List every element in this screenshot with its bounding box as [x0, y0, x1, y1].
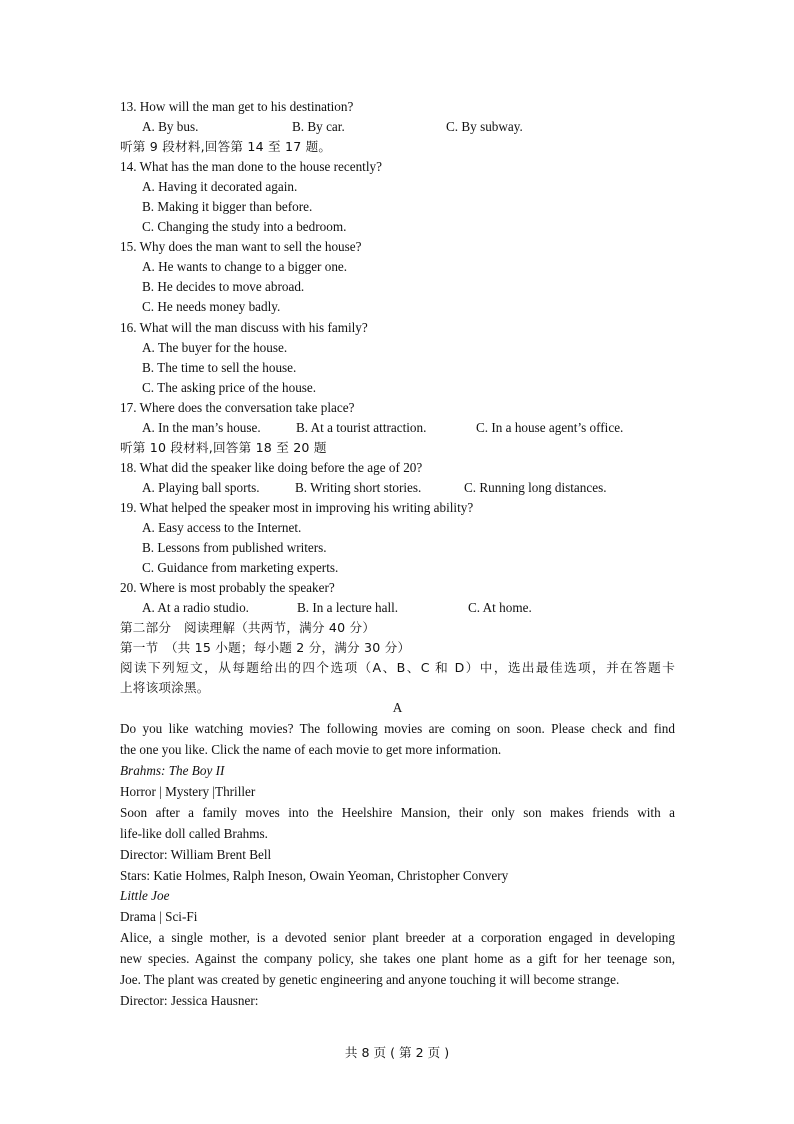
question-13-stem: 13. How will the man get to his destination?	[120, 99, 354, 114]
option-b: B. The time to sell the house.	[142, 359, 297, 375]
option-c: C. Running long distances.	[464, 479, 607, 495]
section-1-heading: 第一节 （共 15 小题；每小题 2 分，满分 30 分）	[120, 640, 411, 656]
movie-director: Director: Jessica Hausner:	[120, 992, 259, 1008]
option-a: A. Playing ball sports.	[142, 479, 260, 495]
movie-genres: Horror | Mystery |Thriller	[120, 783, 256, 799]
intro-line-2: the one you like. Click the name of each movie to get more information.	[120, 742, 502, 758]
option-c: C. In a house agent’s office.	[476, 419, 624, 435]
question-17-stem: 17. Where does the conversation take place?	[120, 399, 355, 415]
option-c: C. Guidance from marketing experts.	[142, 560, 339, 576]
option-c: C. The asking price of the house.	[142, 379, 317, 395]
instructions-line-2: 上将该项涂黑。	[120, 680, 210, 696]
option-a: A. In the man’s house.	[142, 419, 261, 435]
option-c: C. He needs money badly.	[142, 299, 281, 315]
intro-line-1: Do you like watching movies? The following movies are coming on soon. Please check and find	[120, 721, 675, 737]
page-footer: 共 8 页 ( 第 2 页 )	[344, 1045, 450, 1060]
option-a: A. Having it decorated again.	[142, 179, 298, 195]
question-13-options	[120, 117, 675, 137]
option-b: B. He decides to move abroad.	[142, 279, 305, 295]
question-20-stem: 20. Where is most probably the speaker?	[120, 580, 335, 596]
passage-letter: A	[392, 700, 403, 716]
movie-title-link[interactable]: Brahms: The Boy II	[120, 763, 225, 779]
movie-desc-line-1: Alice, a single mother, is a devoted senior plant breeder at a corporation engaged in developing	[120, 930, 675, 946]
movie-stars: Stars: Katie Holmes, Ralph Ineson, Owain Yeoman, Christopher Convery	[120, 867, 509, 883]
movie-desc-line-3: Joe. The plant was created by genetic engineering and anyone touching it will become strange.	[120, 971, 620, 987]
option-a: A. Easy access to the Internet.	[142, 519, 302, 535]
question-18-stem: 18. What did the speaker like doing before the age of 20?	[120, 459, 423, 475]
section-10-heading: 听第 10 段材料,回答第 18 至 20 题	[120, 439, 327, 455]
option-b: B. At a tourist attraction.	[296, 419, 427, 435]
option-c: C. At home.	[468, 600, 532, 616]
instructions-line-1: 阅读下列短文，从每题给出的四个选项（A、B、C 和 D）中，选出最佳选项，并在答题卡	[120, 660, 675, 676]
option-b: B. Lessons from published writers.	[142, 540, 327, 556]
page-content	[120, 97, 675, 1012]
option-c: C. Changing the study into a bedroom.	[142, 219, 347, 235]
section-9-heading: 听第 9 段材料,回答第 14 至 17 题。	[120, 139, 332, 155]
question-20-options	[120, 598, 675, 618]
option-b: B. In a lecture hall.	[297, 600, 399, 616]
question-16-stem: 16. What will the man discuss with his family?	[120, 319, 368, 335]
movie-desc-line-1: Soon after a family moves into the Heelshire Mansion, their only son makes friends with a	[120, 804, 675, 820]
part-2-title: 第二部分 阅读理解（共两节，满分 40 分）	[120, 620, 376, 636]
option-a: A. By bus.	[142, 119, 199, 135]
question-17-options	[120, 418, 675, 438]
movie-desc-line-2: life-like doll called Brahms.	[120, 825, 268, 841]
option-b: B. Writing short stories.	[295, 479, 422, 495]
movie-director: Director: William Brent Bell	[120, 846, 272, 862]
option-a: A. The buyer for the house.	[142, 339, 288, 355]
passage-a	[120, 698, 675, 1011]
movie-title-link[interactable]: Little Joe	[120, 888, 170, 904]
question-14-stem: 14. What has the man done to the house recently?	[120, 159, 382, 175]
option-b: B. Making it bigger than before.	[142, 199, 313, 215]
option-a: A. At a radio studio.	[142, 600, 249, 616]
movie-desc-line-2: new species. Against the company policy, she takes one plant home as a gift for her teenage son,	[120, 951, 675, 967]
movie-genres: Drama | Sci-Fi	[120, 909, 198, 925]
question-19-stem: 19. What helped the speaker most in improving his writing ability?	[120, 499, 474, 515]
option-c: C. By subway.	[446, 119, 523, 135]
question-15-stem: 15. Why does the man want to sell the house?	[120, 239, 362, 255]
option-b: B. By car.	[292, 119, 345, 135]
option-a: A. He wants to change to a bigger one.	[142, 259, 348, 275]
question-18-options	[120, 478, 675, 498]
